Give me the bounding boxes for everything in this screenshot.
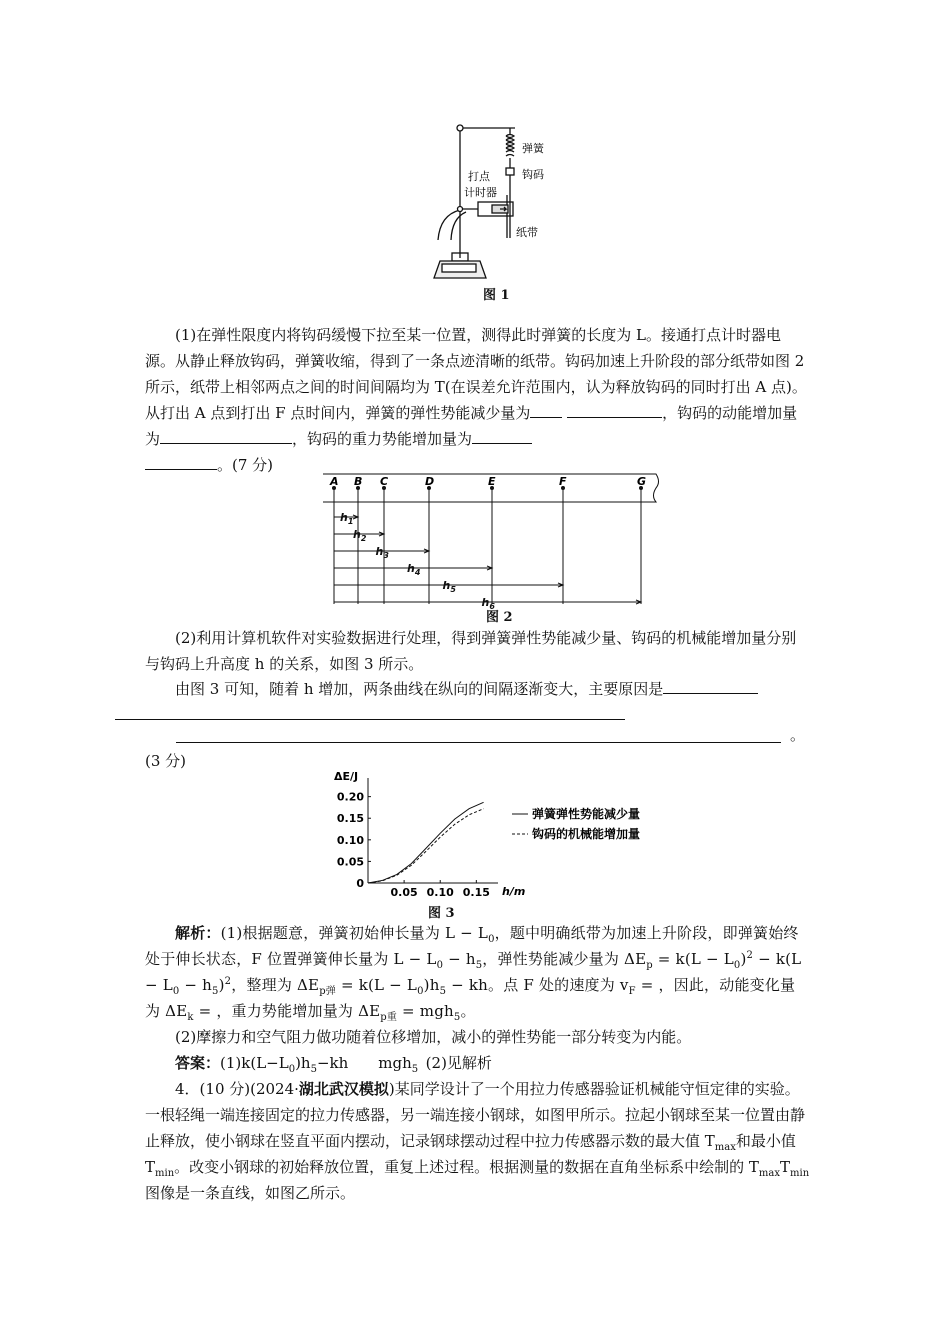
tape-label-C: C	[380, 475, 389, 488]
label-h2: $h_2$	[353, 528, 367, 543]
sol-text-c: − h	[443, 950, 476, 968]
q4-text3: 。改变小钢球的初始释放位置，重复上述过程。根据测量的数据在直角坐标系中绘制的 T	[174, 1158, 759, 1176]
x-tick-label: 0.10	[426, 886, 454, 899]
label-spring: 弹簧	[522, 142, 544, 155]
sol-text-f3: )	[423, 976, 430, 994]
sub: 5	[439, 986, 447, 997]
sub: 5	[475, 960, 483, 971]
y-tick-label: 0	[356, 877, 364, 890]
label-h3-sub: 3	[383, 551, 389, 560]
answer-blank-line	[176, 728, 781, 743]
answer-line	[145, 1050, 810, 1076]
sol-text-b: ，题中明确纸带为加速上升阶段，即弹簧始终处于伸长状态，F 位置弹簧伸长量为 L − L	[145, 924, 799, 968]
sub: 5	[411, 1064, 419, 1075]
apparatus-figure	[430, 120, 570, 285]
sup: 2	[224, 976, 232, 987]
sub: p弹	[319, 986, 336, 997]
tape-label-A: A	[330, 475, 339, 488]
ans-part4: mgh	[378, 1054, 412, 1072]
q2-reason-text: 由图 3 可知，随着 h 增加，两条曲线在纵向的间隔逐渐变大，主要原因是	[175, 680, 664, 698]
q1-mid1: ，钩码的动能增加量为	[145, 404, 798, 448]
solution-part2: (2)摩擦力和空气阻力做功随着位移增加，减小的弹性势能一部分转变为内能。	[175, 1028, 692, 1046]
q2-text: (2)利用计算机软件对实验数据进行处理，得到弹簧弹性势能减少量、钩码的机械能增加量分别与钩码上升高度 h 的关系，如图 3 所示。	[145, 629, 797, 673]
tape-label-E: E	[488, 475, 496, 488]
sub: 5	[453, 1012, 461, 1023]
sub: 0	[288, 1064, 296, 1075]
x-tick-label: 0.15	[462, 886, 490, 899]
question-2	[145, 625, 810, 677]
tape-label-D: D	[425, 475, 435, 488]
tape-label-F: F	[559, 475, 567, 488]
sol-text-e: = k(L − L	[652, 950, 734, 968]
legend-label-0: 弹簧弹性势能减少量	[532, 807, 641, 821]
figure1-caption: 图 1	[483, 288, 510, 303]
label-h3: $h_3$	[375, 545, 389, 560]
sol-text-f: )	[740, 950, 747, 968]
figure2-caption: 图 2	[486, 610, 513, 625]
sol-text-g: − k(L − L	[145, 950, 802, 994]
sub: 0	[172, 986, 180, 997]
sol-text-f2: )	[218, 976, 225, 994]
sub: F	[628, 986, 636, 997]
sol-text-c2: − h	[179, 976, 213, 994]
label-h4: $h_4$	[407, 562, 421, 577]
sub: max	[758, 1168, 781, 1179]
q2-end: 。	[790, 726, 806, 744]
q1-end: 。(7 分)	[217, 456, 274, 474]
label-tape: 纸带	[516, 226, 538, 239]
x-tick-label: 0.05	[390, 886, 418, 899]
question-2-reason	[145, 676, 810, 728]
y-axis-label: ΔE/J	[334, 770, 359, 783]
energy-chart	[330, 768, 670, 903]
y-tick-label: 0.05	[336, 855, 364, 869]
solution-part1: 解析：(1)根据题意，弹簧初始伸长量为 $L - L_0$，题中明确纸带为加速上升阶段，即弹簧始终处于伸长状态，F 位置弹簧伸长量为 $L - L_0 - h_5$，弹性势能减少量为 $\Delta E_p = k(L - L_0)^2 - k(L - L_0 - h_5)^2$，整理为 $\Delta E_{p弹} = k(L - L_0)h_5$ − kh。点 F 处的速度为 $v_F$ = ，因此，动能变化量为 $\Delta E_k$ = ，重力势能增加量为 $\Delta E_{p重} = mgh_5$。	[145, 924, 802, 1023]
label-timer-1: 打点	[468, 170, 490, 183]
tape-label-B: B	[354, 475, 363, 488]
label-h4-sub: 4	[414, 568, 421, 577]
ans-part1: (1)k(L−L	[220, 1054, 289, 1072]
sub: min	[790, 1168, 810, 1179]
tape-label-G: G	[637, 475, 647, 488]
sol-text-n: 。	[460, 1002, 476, 1020]
paper-tape-figure	[318, 472, 668, 612]
solution-label: 解析：	[175, 924, 221, 942]
series-line-0	[368, 802, 484, 883]
sol-text-m: = mgh	[397, 1002, 454, 1020]
sub: 0	[417, 986, 424, 997]
x-axis-label: h/m	[502, 885, 526, 898]
series-line-1	[368, 809, 484, 883]
sol-text-h: ，整理为 ΔE	[231, 976, 320, 994]
sub: p	[646, 960, 653, 971]
sub: 0	[733, 960, 741, 971]
ans-part5: (2)见解析	[425, 1054, 492, 1072]
sub: k	[187, 1012, 194, 1023]
q4-source: 湖北武汉模拟	[298, 1080, 389, 1098]
answer-label: 答案：	[175, 1054, 221, 1072]
question-1	[145, 322, 810, 478]
legend-label-1: 钩码的机械能增加量	[532, 827, 641, 841]
y-tick-label: 0.20	[336, 790, 364, 804]
sub: min	[155, 1168, 175, 1179]
label-h1: $h_1$	[340, 511, 354, 526]
label-h5-sub: 5	[450, 585, 456, 594]
label-timer-2: 计时器	[464, 186, 497, 199]
sol-text-k: = ，因此，动能变化量为 ΔE	[145, 976, 796, 1020]
figure3-caption: 图 3	[428, 906, 455, 921]
sol-text-d: ，弹性势能减少量为 ΔE	[482, 950, 647, 968]
label-h5: $h_5$	[442, 579, 456, 594]
sub: 0	[488, 934, 495, 945]
y-tick-label: 0.10	[336, 833, 364, 847]
q4-text2: 和最小值 T	[145, 1132, 796, 1176]
sub: 5	[310, 1064, 317, 1075]
label-h6: $h_6$	[481, 596, 495, 611]
q1-mid2: ，钩码的重力势能增加量为	[292, 430, 473, 448]
sol-text-l: = ，重力势能增加量为 ΔE	[193, 1002, 381, 1020]
question-4	[145, 1076, 810, 1206]
sub: 0	[436, 960, 444, 971]
ans-part3: −kh	[316, 1054, 349, 1072]
q4-text4: T	[780, 1158, 791, 1176]
sol-text-j: − kh。点 F 处的速度为 v	[446, 976, 629, 994]
sub: max	[714, 1142, 736, 1153]
sol-text-i: = k(L − L	[336, 976, 418, 994]
ans-part2: )h	[295, 1054, 311, 1072]
sup: 2	[746, 950, 754, 961]
label-h6-sub: 6	[489, 602, 495, 611]
label-h1-sub: 1	[347, 517, 354, 526]
q4-number: 4．(10 分)(2024·	[175, 1080, 299, 1098]
label-h2-sub: 2	[360, 534, 367, 543]
sub: 5	[212, 986, 219, 997]
q4-text1: )某同学设计了一个用拉力传感器验证机械能守恒定律的实验。一根轻绳一端连接固定的拉力传感器，另一端连接小钢球，如图甲所示。拉起小钢球至某一位置由静止释放，使小钢球在竖直平面内摆动，记录钢球摆动过程中拉力传感器示数的最大值 T	[145, 1080, 806, 1150]
q4-text5: 图像是一条直线，如图乙所示。	[145, 1184, 356, 1202]
q1-text: (1)在弹性限度内将钩码缓慢下拉至某一位置，测得此时弹簧的长度为 L。接通打点计时器电源。从静止释放钩码，弹簧收缩，得到了一条点迹清晰的纸带。钩码加速上升阶段的部分纸带如图 2 所示，纸带上相邻两点之间的时间间隔均为 T(在误差允许范围内，认为释放钩码的同时打出 A 点)。从打出 A 点到打出 F 点时间内，弹簧的弹性势能减少量为	[145, 326, 807, 422]
sub: p重	[380, 1012, 398, 1023]
q2-score: (3 分)	[145, 752, 187, 770]
label-weight: 钩码	[522, 168, 544, 181]
y-tick-label: 0.15	[336, 812, 364, 826]
sol-text-a: (1)根据题意，弹簧初始伸长量为 L − L	[220, 924, 489, 942]
